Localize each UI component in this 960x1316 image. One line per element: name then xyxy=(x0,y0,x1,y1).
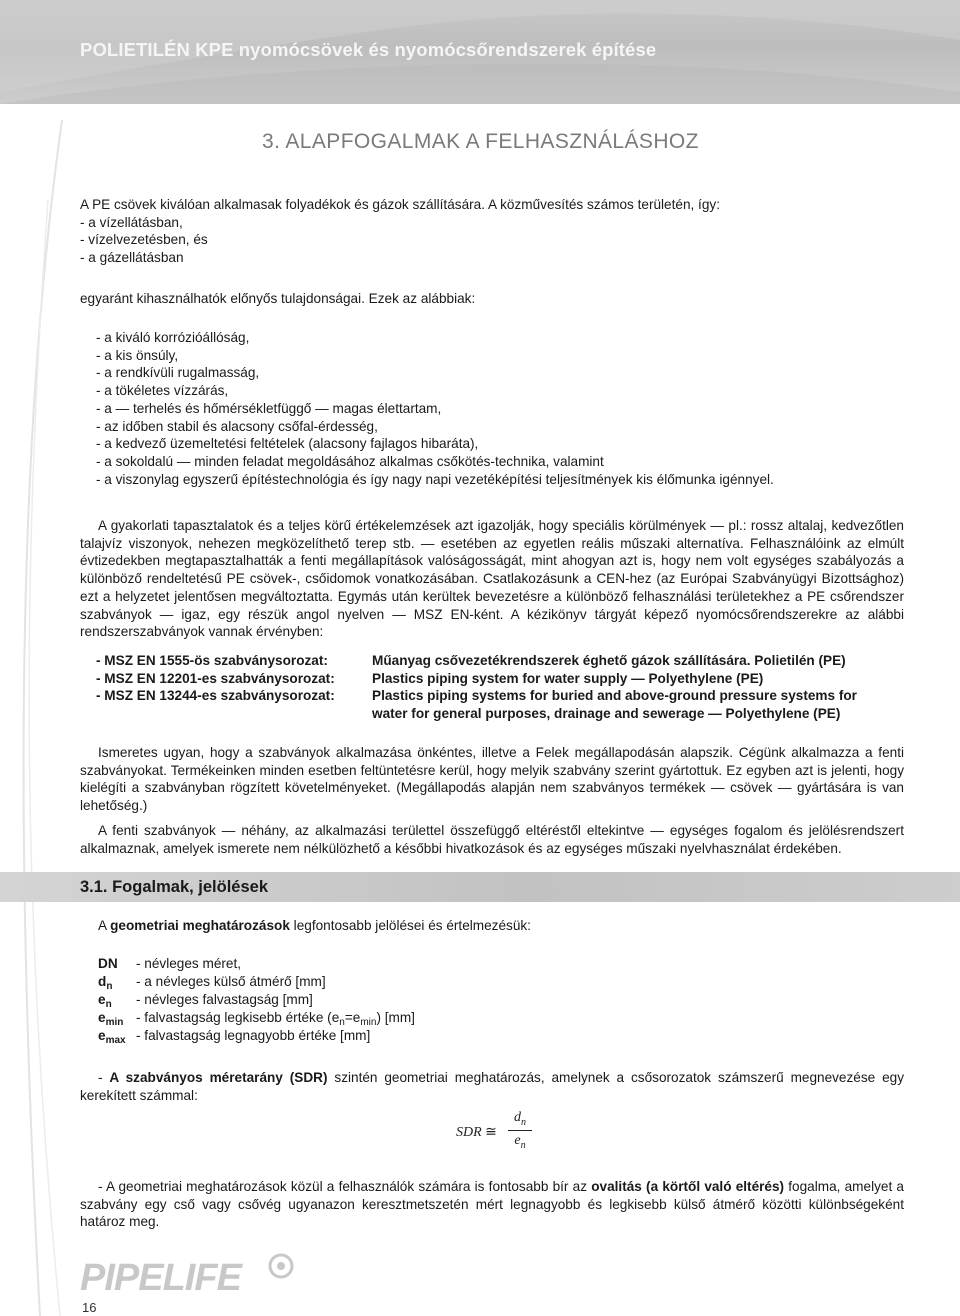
definition-text: - falvastagság legnagyobb értéke [mm] xyxy=(136,1028,371,1043)
standard-code: - MSZ EN 13244-es szabványsorozat: xyxy=(96,688,335,704)
paragraph-practical-experience xyxy=(80,517,904,641)
standard-code: - MSZ EN 12201-es szabványsorozat: xyxy=(96,670,335,686)
symbol-subscript: n xyxy=(105,999,112,1010)
ovality-prefix: - A geometriai meghatározások közül a felhasználók számára is fontosabb bír az xyxy=(98,1179,592,1194)
logo-text: PIPELIFE xyxy=(80,1257,241,1299)
pipelife-logo xyxy=(78,1250,308,1302)
property-item: - az időben stabil és alacsony csőfal-érdesség, xyxy=(96,418,378,434)
geometry-intro-prefix: A xyxy=(98,918,111,933)
property-item: - a kiváló korrózióállóság, xyxy=(96,330,250,345)
property-item: - a rendkívüli rugalmasság, xyxy=(96,365,260,381)
standard-description: Műanyag csővezetékrendszerek éghető gázok szállítására. Polietilén (PE) xyxy=(372,653,846,668)
fraction-bar xyxy=(508,1130,532,1131)
definition-row xyxy=(98,973,415,991)
definition-text: - névleges méret, xyxy=(136,956,242,971)
property-item: - a sokoldalú — minden feladat megoldásához alkalmas csőkötés-technika, valamint xyxy=(96,453,604,469)
ovality-paragraph xyxy=(80,1178,904,1231)
standard-code: - MSZ EN 1555-ös szabványsorozat: xyxy=(96,653,328,668)
formula-fraction xyxy=(508,1110,532,1152)
section-title: 3.1. Fogalmak, jelölések xyxy=(80,878,269,896)
numerator-base: d xyxy=(514,1110,521,1125)
sdr-paragraph xyxy=(80,1069,904,1104)
definition-symbol xyxy=(98,973,136,991)
definition-text xyxy=(136,1009,415,1027)
sdr-suffix: szintén geometriai meghatározás, amelynek a csősorozatok számszerű megnevezése egy kerekített számmal: xyxy=(80,1070,905,1103)
definition-symbol xyxy=(98,1009,136,1027)
chapter-title: 3. ALAPFOGALMAK A FELHASZNÁLÁSHOZ xyxy=(262,130,699,153)
section-band xyxy=(0,872,960,902)
ovality-suffix: fogalma, amelyet a szabvány egy cső vagy csővég ugyanazon keresztmetszetén mért legnagyobb és legkisebb külső átmérő közötti különbségeként határoz meg. xyxy=(80,1179,904,1230)
definition-text: - a névleges külső átmérő [mm] xyxy=(136,974,326,989)
header-title: POLIETILÉN KPE nyomócsövek és nyomócsőrendszerek építése xyxy=(80,39,657,60)
definition-row xyxy=(98,991,415,1009)
standards-list xyxy=(96,652,872,723)
symbol-base: e xyxy=(98,1010,106,1025)
property-item: - a — terhelés és hőmérsékletfüggő — magas élettartam, xyxy=(96,400,442,416)
definition-row xyxy=(98,955,415,973)
property-item: - a viszonylag egyszerű építéstechnológia és így nagy napi vezetéképítési teljesítmények kis élőmunka igénnyel. xyxy=(96,471,774,487)
logo-dot-icon xyxy=(277,1262,285,1270)
formula-numerator xyxy=(508,1110,532,1129)
definition-subscript: n xyxy=(339,1017,345,1028)
definition-text: - névleges falvastagság [mm] xyxy=(136,992,313,1007)
intro-block xyxy=(80,196,880,267)
symbol-subscript: min xyxy=(105,1017,124,1028)
ovality-bold: ovalitás (a körtől való eltérés) xyxy=(591,1179,785,1194)
geometry-intro-bold: geometriai meghatározások xyxy=(110,918,290,933)
page-number: 16 xyxy=(82,1300,97,1315)
symbol-base: e xyxy=(98,992,106,1007)
paragraph-voluntary-standards xyxy=(80,744,904,815)
definition-symbol xyxy=(98,1027,136,1045)
property-item: - a tökéletes vízzárás, xyxy=(96,383,229,399)
symbol-subscript: max xyxy=(105,1035,126,1046)
formula-sdr: SDR xyxy=(456,1125,482,1140)
definition-symbol xyxy=(98,991,136,1009)
sdr-prefix: - xyxy=(98,1070,110,1085)
standard-row xyxy=(96,652,872,670)
denominator-subscript: n xyxy=(520,1139,526,1151)
intro-area-item: - a gázellátásban xyxy=(80,250,184,266)
header-band xyxy=(0,0,960,104)
paragraph-terminology xyxy=(80,822,904,857)
properties-list xyxy=(96,329,774,488)
paragraph-text: A gyakorlati tapasztalatok és a teljes körű értékelemzések azt igazolják, hogy speciális körülmények — pl.: rossz altalaj, kedvezőtlen talajvíz viszonyok, nehezen megközelíthető terep stb. — esetében az egyetlen reális műszaki alternatíva. Felhasználóink az elmúlt évtizedekben megtapasztalhatták a fenti megállapítások valóságosságát, mint ahogyan azt is, hogy nem volt egységes szabályozás a különböző rendeltetésű PE csövek-, csőidomok vonatkozásában. Csatlakozásunk a CEN-hez (az Európai Szabványügyi Bizottsághoz) ezt a helyzetet jelentősen megváltoztatta. Egymás után kerültek bevezetésre a különböző felhasználási területekhez a PE csőrendszer szabványok — igaz, egy részük angol nyelven — MSZ EN-ként. A kézikönyv tárgyát képező nyomócsőrendszerekre az alábbi rendszerszabványok vannak érvényben: xyxy=(80,518,904,640)
definition-text-part: ) [mm] xyxy=(376,1010,415,1025)
definition-subscript: min xyxy=(360,1017,377,1028)
intro-area-item: - a vízellátásban, xyxy=(80,214,183,230)
paragraph-text: Ismeretes ugyan, hogy a szabványok alkalmazása önkéntes, illetve a Felek megállapodásán alapszik. Cégünk alkalmazza a fenti szabványokat. Termékeinken minden esetben feltüntetésre kerül, hogy melyik szabvány szerint gyártottuk. Ez egyben azt is jelenti, hogy kielégíti a szabványban rögzített követelményeket. (Megállapodás alapján nem szabványos termékek — csövek — gyártására is van lehetőség.) xyxy=(80,745,904,814)
intro-area-item: - vízelvezetésben, és xyxy=(80,232,208,248)
standard-row xyxy=(96,687,872,722)
paragraph-text: A fenti szabványok — néhány, az alkalmazási területtel összefüggő eltéréstől eltekintve — egységes fogalom és jelölésrendszert alkalmaznak, amelyek ismerete nem nélkülözhető a későbbi hivatkozások és az egységes műszaki nyelvhasználat érdekében. xyxy=(80,823,904,856)
geometry-intro xyxy=(98,917,531,935)
definition-text-part: - falvastagság legkisebb értéke (e xyxy=(136,1010,340,1025)
symbol-base: e xyxy=(98,1028,106,1043)
symbol-subscript: n xyxy=(106,981,113,992)
definition-row xyxy=(98,1027,415,1045)
property-item: - a kis önsúly, xyxy=(96,347,179,363)
sdr-bold: A szabványos méretarány (SDR) xyxy=(109,1070,328,1085)
definition-text-part: =e xyxy=(344,1010,361,1025)
intro-after-line: egyaránt kihasználhatók előnyős tulajdonságai. Ezek az alábbiak: xyxy=(80,291,476,306)
definitions-list xyxy=(98,955,415,1045)
standard-description: Plastics piping systems for buried and above-ground pressure systems for water for general purposes, drainage and sewerage — Polyethylene (PE) xyxy=(372,688,857,722)
intro-line: A PE csövek kiválóan alkalmasak folyadékok és gázok szállítására. A közművesítés számos területén, így: xyxy=(80,197,720,212)
geometry-intro-suffix: legfontosabb jelölései és értelmezésük: xyxy=(289,918,531,933)
standard-description: Plastics piping system for water supply — Polyethylene (PE) xyxy=(372,670,764,686)
numerator-subscript: n xyxy=(521,1116,526,1128)
formula-approx-sign: ≅ xyxy=(485,1125,497,1140)
standard-row xyxy=(96,670,872,688)
formula-denominator xyxy=(508,1133,532,1152)
denominator-base: e xyxy=(514,1133,521,1148)
property-item: - a kedvező üzemeltetési feltételek (alacsony fajlagos hibaráta), xyxy=(96,436,479,452)
definition-symbol: DN xyxy=(98,956,118,971)
symbol-base: d xyxy=(98,974,107,989)
definition-row xyxy=(98,1009,415,1027)
formula-lhs xyxy=(456,1124,497,1141)
